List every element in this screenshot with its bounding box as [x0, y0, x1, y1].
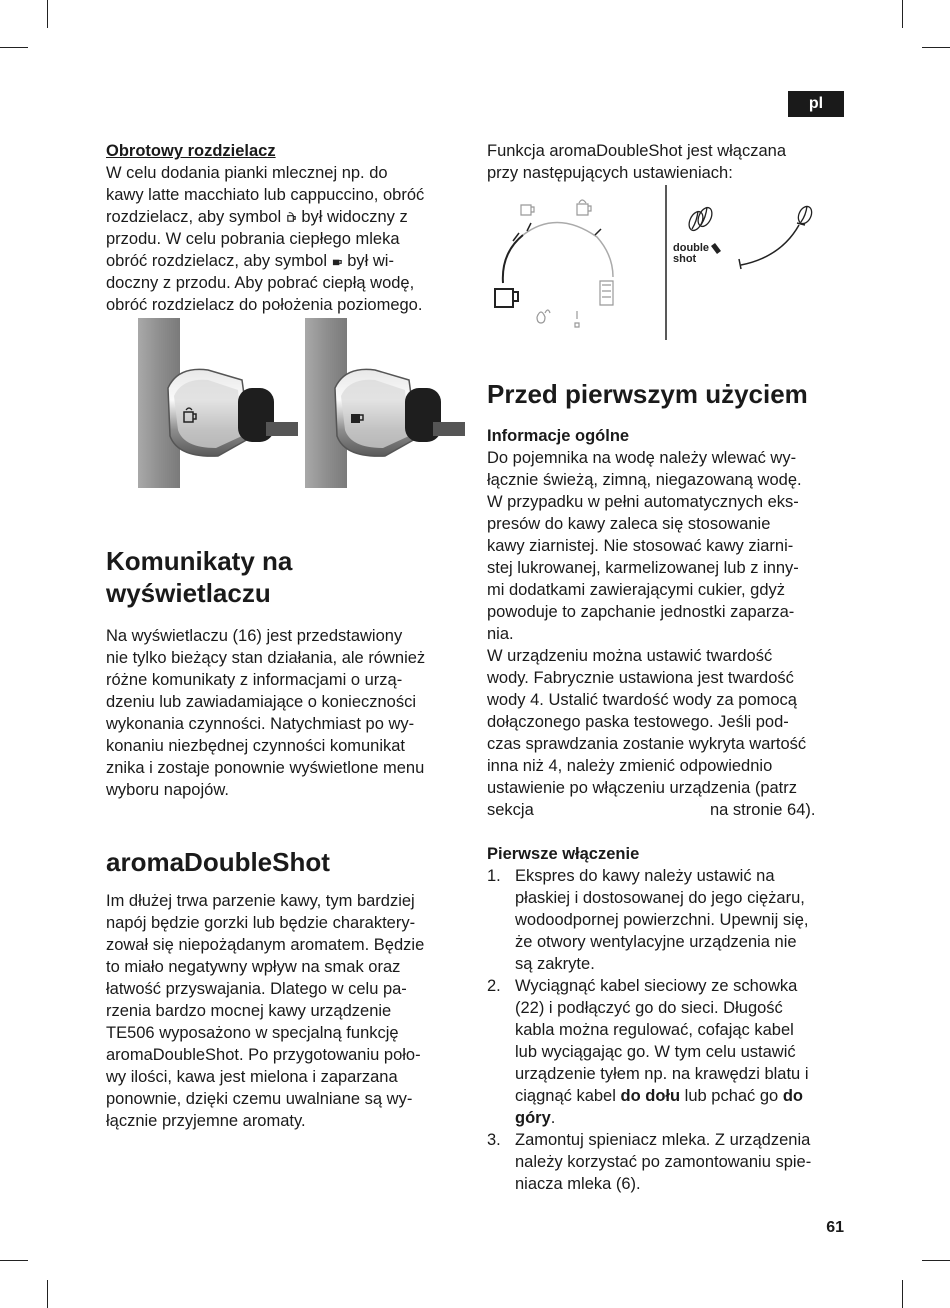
body-line: obróć rozdzielacz do położenia poziomego. — [106, 296, 423, 314]
steps-list — [487, 865, 849, 1195]
double-shot-label-2: shot — [673, 253, 697, 265]
body-line: wy ilości, kawa jest mielona i zaparzana — [106, 1068, 398, 1086]
body-line: wody 4. Ustalić twardość wody za pomocą — [487, 691, 797, 709]
body-line: Im dłużej trwa parzenie kawy, tym bardziej — [106, 892, 415, 910]
body-line: Na wyświetlaczu (16) jest przedstawiony — [106, 627, 403, 645]
section-heading: Obrotowy rozdzielacz — [106, 142, 276, 160]
body-line: dołączonego paska testowego. Jeśli pod- — [487, 713, 789, 731]
body-line: łącznie świeżą, zimną, niegazowaną wodę. — [487, 471, 802, 489]
body-line: mi dodatkami zawierającymi cukier, gdyż — [487, 581, 786, 599]
body-line: Do pojemnika na wodę należy wlewać wy- — [487, 449, 797, 467]
body-line: kawy ziarnistej. Nie stosować kawy ziarni- — [487, 537, 794, 555]
body-line: W urządzeniu można ustawić twardość — [487, 647, 773, 665]
crop-mark — [47, 1280, 48, 1308]
settings-diagram — [485, 185, 847, 345]
double-bean-icon — [686, 205, 714, 232]
body-line: przy następujących ustawieniach: — [487, 164, 733, 182]
crop-mark — [902, 0, 903, 28]
list-item: 3. Zamontuj spieniacz mleka. Z urządzenia należy korzystać po zamontowaniu spie- niacza mleka (6). — [487, 1131, 812, 1193]
body-line: Funkcja aromaDoubleShot jest włączana — [487, 142, 786, 160]
body-line: łącznie przyjemne aromaty. — [106, 1112, 306, 1130]
big-cup-icon — [495, 289, 518, 307]
body-line: ustawienie po włączeniu urządzenia (patrz — [487, 779, 798, 797]
list-item: 2. Wyciągnąć kabel sieciowy ze schowka (22) i podłączyć go do sieci. Długość kabla można regulować, cofając kabel lub wyciągając go. W tym celu ustawić urządzenie tyłem np. na krawędzi blatu i ciągnąć kabel do dołu lub pchać go do góry. — [487, 977, 809, 1127]
body-line: zował się niepożądanym aromatem. Będzie — [106, 936, 425, 954]
body-line: dzeniu lub zawiadamiające o konieczności — [106, 693, 417, 711]
body-line: przodu. W celu pobrania ciepłego mleka — [106, 230, 400, 248]
body-line: konaniu niezbędnej czynności komunikat — [106, 737, 406, 755]
milk-foam-icon — [286, 212, 297, 223]
body-line: wody. Fabrycznie ustawiona jest twardość — [487, 669, 794, 687]
right-column — [487, 378, 849, 1195]
language-tab: pl — [788, 91, 844, 117]
subsection-heading: Pierwsze włączenie — [487, 845, 640, 863]
body-line: łatwość przyswajania. Dlatego w celu pa- — [106, 980, 407, 998]
left-column-3 — [106, 846, 466, 1132]
crop-mark — [902, 1280, 903, 1308]
body-line: ponownie, dzięki czemu uwalniane są wy- — [106, 1090, 413, 1108]
left-column — [106, 140, 466, 316]
body-line: rozdzielacz, aby symbol był widoczny z — [106, 208, 408, 226]
body-line: inna niż 4, należy zmienić odpowiednio — [487, 757, 773, 775]
body-line: to miało negatywny wpływ na smak oraz — [106, 958, 401, 976]
hot-water-icon — [537, 310, 550, 323]
section-heading: Przed pierwszym użyciem — [487, 379, 808, 409]
body-line: W celu dodania pianki mlecznej np. do — [106, 164, 388, 182]
body-line: rzenia bardzo mocnej kawy urządzenie — [106, 1002, 392, 1020]
crop-mark — [922, 1260, 950, 1261]
double-shot-label-1: double — [673, 242, 710, 254]
latte-glass-icon — [600, 281, 613, 305]
page-number: 61 — [826, 1219, 844, 1236]
cappuccino-icon — [577, 200, 591, 215]
body-line: nia. — [487, 625, 514, 643]
section-heading: Komunikaty na wyświetlaczu — [106, 546, 293, 608]
list-item: 1. Ekspres do kawy należy ustawić na płaskiej i dostosowanej do jego ciężaru, wodoodpornej powierzchni. Upewnij się, że otwory wentylacyjne urządzenia nie są zakryte. — [487, 867, 809, 973]
body-line: stej lukrowanej, karmelizowanej lub z inny- — [487, 559, 799, 577]
distributor-photo-hot-milk — [305, 318, 465, 488]
body-line: powoduje to zapchanie jednostki zaparza- — [487, 603, 795, 621]
body-line: obróć rozdzielacz, aby symbol był wi- — [106, 252, 394, 270]
distributor-photo-foam — [138, 318, 298, 488]
hot-milk-icon — [332, 256, 343, 267]
body-line: czas sprawdzania zostanie wykryta wartość — [487, 735, 807, 753]
body-line: TE506 wyposażono w specjalną funkcję — [106, 1024, 399, 1042]
body-line: napój będzie gorzki lub będzie charaktery- — [106, 914, 416, 932]
crop-mark — [47, 0, 48, 28]
subsection-heading: Informacje ogólne — [487, 427, 630, 445]
body-line: nie tylko bieżący stan działania, ale również — [106, 649, 426, 667]
section-heading: aromaDoubleShot — [106, 847, 330, 877]
steam-icon — [575, 311, 579, 327]
body-line: doczny z przodu. Aby pobrać ciepłą wodę, — [106, 274, 415, 292]
bean-icon — [796, 204, 814, 225]
body-line: W przypadku w pełni automatycznych eks- — [487, 493, 799, 511]
cup-icon — [521, 205, 534, 215]
body-line: wykonania czynności. Natychmiast po wy- — [106, 715, 415, 733]
dial-pointer — [711, 243, 721, 254]
strength-arc — [741, 225, 799, 265]
crop-mark — [0, 47, 28, 48]
left-column-2 — [106, 545, 466, 801]
body-line: presów do kawy zaleca się stosowanie — [487, 515, 771, 533]
crop-mark — [0, 1260, 28, 1261]
body-line: aromaDoubleShot. Po przygotowaniu poło- — [106, 1046, 421, 1064]
body-line: różne komunikaty z informacjami o urzą- — [106, 671, 403, 689]
body-line: kawy latte macchiato lub cappuccino, obróć — [106, 186, 425, 204]
body-line: sekcja na stronie 64). — [487, 801, 816, 819]
right-intro — [487, 140, 847, 184]
body-line: wyboru napojów. — [106, 781, 229, 799]
crop-mark — [922, 47, 950, 48]
body-line: znika i zostaje ponownie wyświetlone menu — [106, 759, 425, 777]
